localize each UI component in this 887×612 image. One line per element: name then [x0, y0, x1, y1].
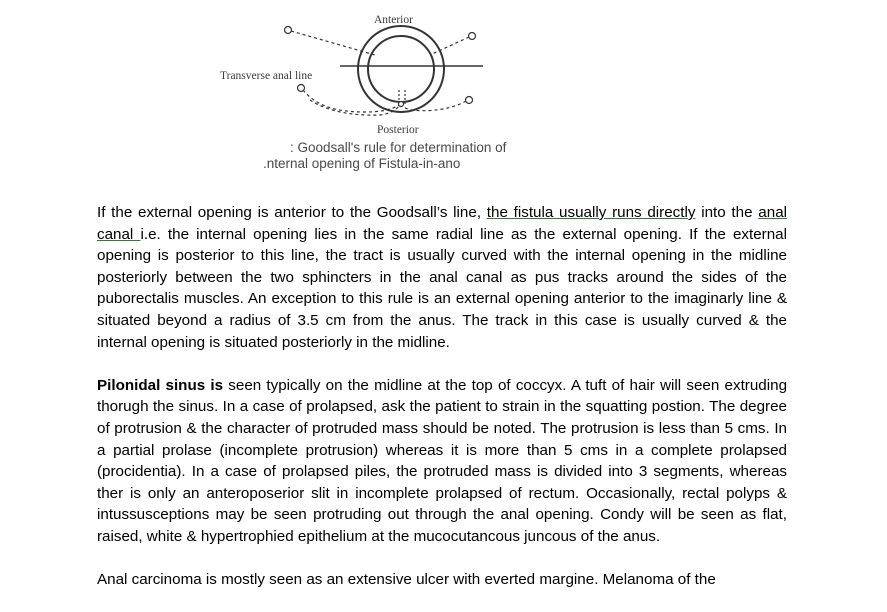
paragraph-anal-carcinoma	[97, 569, 787, 591]
label-posterior: Posterior	[377, 124, 419, 136]
outer-anal-circle	[358, 26, 444, 112]
paragraph3-text: Anal carcinoma is mostly seen as an extensive ulcer with everted margine. Melanoma of the	[97, 571, 716, 589]
paragraph1-part1: If the external opening is anterior to the Goodsall’s line,	[97, 204, 487, 221]
label-anterior: Anterior	[374, 14, 413, 26]
track-anterior-right	[430, 37, 469, 55]
track-posterior-left-inner	[310, 100, 401, 115]
paragraph1-underlined1: the fistula usually runs directly	[486, 204, 696, 221]
paragraph2-bold-lead: Pilonidal sinus is	[97, 376, 224, 394]
paragraph-goodsall-rule	[97, 202, 787, 353]
track-anterior-left	[291, 31, 375, 55]
label-transverse-anal-line: Transverse anal line	[220, 70, 313, 82]
paragraph1-underlined2: anal canal	[97, 204, 788, 243]
inner-anal-circle	[368, 36, 434, 102]
paragraph1-part2: into the	[695, 204, 759, 221]
paragraph1-part3: i.e. the internal opening lies in the same radial line as the external opening. If the external opening is posterior to this line, the tract is usually curved with the internal opening in the midline posteriorly between the two sphincters in the anal canal as pus tracks around the sides of the puborectalis muscles. An exception to this rule is an external opening anterior to the imaginarly line & situated beyond a radius of 3.5 cm from the anus. The track in this case is usually curved & the internal opening is situated posteriorly in the midline.	[97, 225, 787, 351]
goodsall-rule-figure	[200, 0, 620, 180]
paragraph-pilonidal-sinus	[97, 375, 787, 548]
figure-caption-line1: : Goodsall's rule for determination of	[290, 140, 507, 155]
external-opening-posterior-left	[298, 85, 305, 92]
figure-caption-line2: .nternal opening of Fistula-in-ano	[263, 156, 461, 171]
external-opening-posterior-right	[466, 97, 473, 104]
internal-opening-posterior	[399, 102, 404, 107]
goodsall-diagram	[200, 0, 620, 180]
external-opening-anterior-right	[469, 33, 476, 40]
document-body	[97, 202, 787, 612]
paragraph2-text: seen typically on the midline at the top of coccyx. A tuft of hair will seen extruding thorugh the sinus. In a case of prolapsed, ask the patient to strain in the squatting postion. The degree of protrusion & the character of protruded mass should be noted. The protrusion is less than 5 cms. In a partial prolase (incomplete protrusion) whereas it is more than 5 cms in a complete prolapsed (procidentia). In a case of prolapsed piles, the protruded mass is divided into 3 segments, whereas ther is only an anteroposerior slit in incomplete prolapsed of rectum. Occasionally, rectal polyps & intussusceptions may be seen protruding out through the anal opening. Condy will be seen as flat, raised, white & hypertrophied epithelium at the mucocutancous juncous of the anus.	[97, 376, 788, 545]
external-opening-anterior-left	[285, 27, 292, 34]
track-posterior-right	[401, 101, 466, 111]
